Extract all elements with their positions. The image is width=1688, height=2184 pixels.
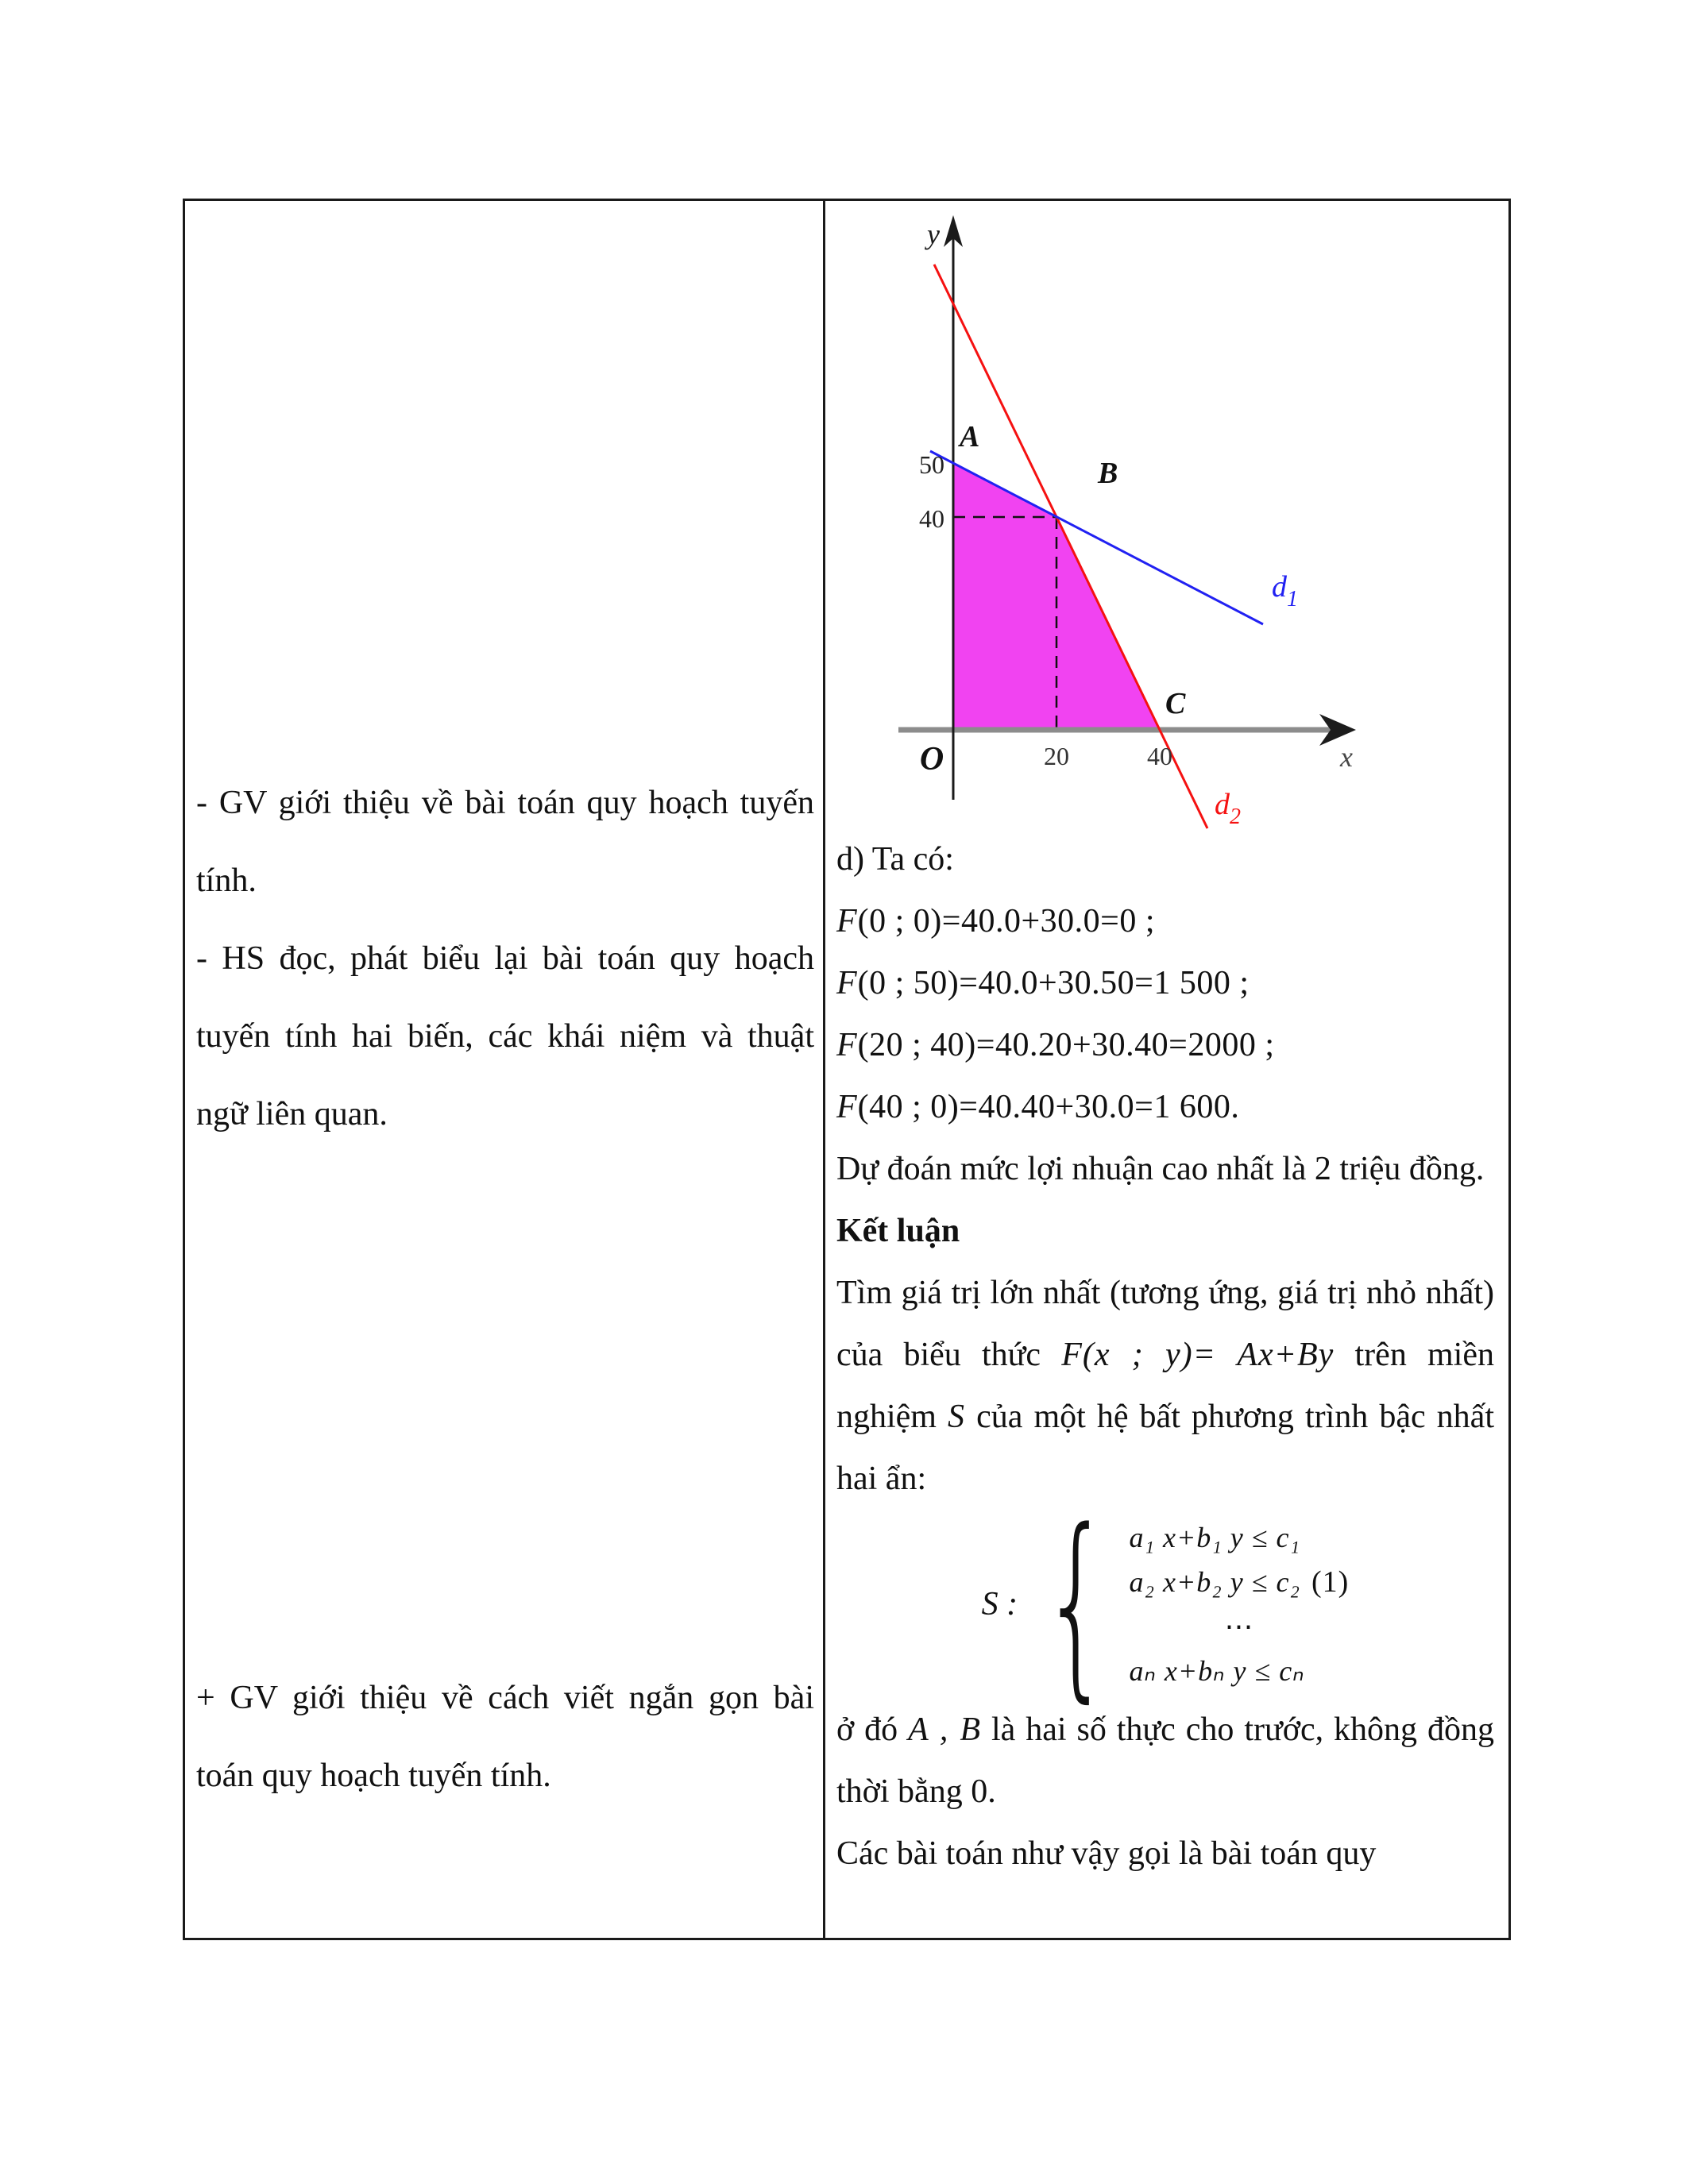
formula-3-body: (20 ; 40)=40.20+30.40=2000 ; xyxy=(857,1027,1275,1063)
conclusion-text-2: trên miền nghiệm xyxy=(836,1337,1494,1435)
line-d2-label-subscript: 2 xyxy=(1230,805,1241,829)
paragraph-gv-shorthand: + GV giới thiệu về cách viết ngắn gọn bài toán quy hoạch tuyến tính. xyxy=(196,1680,814,1794)
activity-block-1 xyxy=(196,764,814,1153)
formula-4-f: F xyxy=(836,1089,858,1125)
formula-line-1 xyxy=(836,890,1494,952)
line-d1-label-letter: d xyxy=(1272,570,1287,604)
conclusion-paragraph xyxy=(836,1262,1494,1510)
y-axis-label: y xyxy=(927,218,940,250)
formula-1-f: F xyxy=(836,903,858,940)
content-column xyxy=(825,201,1508,1938)
activity-block-2 xyxy=(196,1659,814,1815)
where-text-1: ở đó xyxy=(836,1711,909,1748)
formula-2-f: F xyxy=(836,965,858,1001)
formula-2-body: (0 ; 50)=40.0+30.50=1 500 ; xyxy=(857,965,1250,1001)
system-s-label: S : xyxy=(981,1586,1018,1623)
ytick-40-label: 40 xyxy=(919,504,944,533)
point-b-label: B xyxy=(1098,457,1118,490)
point-c-label: C xyxy=(1165,687,1186,720)
linear-programming-figure xyxy=(870,203,1394,834)
formula-line-2 xyxy=(836,952,1494,1014)
formula-1-body: (0 ; 0)=40.0+30.0=0 ; xyxy=(857,903,1156,940)
system-row-2-expr: a₂ x+b₂ y ≤ c₂ xyxy=(1129,1566,1301,1598)
point-a-label: A xyxy=(960,420,980,453)
closing-line: Các bài toán như vậy gọi là bài toán quy xyxy=(836,1835,1377,1872)
line-d1-label xyxy=(1272,570,1298,612)
conclusion-heading: Kết luận xyxy=(836,1213,960,1249)
line-d2-label-letter: d xyxy=(1215,788,1230,821)
system-brace: { xyxy=(1041,1488,1112,1720)
paragraph-gv-intro: - GV giới thiệu về bài toán quy hoạch tuyến tính. xyxy=(196,785,814,899)
lesson-plan-table xyxy=(183,199,1511,1940)
prediction-paragraph: Dự đoán mức lợi nhuận cao nhất là 2 triệu đồng. xyxy=(836,1151,1485,1187)
objective-function-formula: F(x ; y)= Ax+By xyxy=(1061,1337,1335,1373)
equation-number: (1) xyxy=(1311,1565,1350,1599)
intro-line: d) Ta có: xyxy=(836,841,954,878)
system-row-1: a₁ x+b₁ y ≤ c₁ xyxy=(1129,1522,1301,1553)
system-row-n: aₙ x+bₙ y ≤ cₙ xyxy=(1129,1655,1305,1687)
line-d2-label xyxy=(1215,788,1241,829)
formula-line-3 xyxy=(836,1014,1494,1076)
conclusion-text-3: của một hệ bất phương trình bậc nhất hai ẩn: xyxy=(836,1399,1494,1497)
formula-line-4 xyxy=(836,1076,1494,1138)
xtick-40-label: 40 xyxy=(1147,742,1172,770)
line-d1-label-subscript: 1 xyxy=(1287,587,1298,612)
x-axis-label: x xyxy=(1340,741,1353,773)
ytick-50-label: 50 xyxy=(919,450,944,479)
formula-3-f: F xyxy=(836,1027,858,1063)
region-symbol: S xyxy=(948,1399,966,1435)
where-text-2: là hai số thực cho trước, không đồng thời bằng 0. xyxy=(836,1711,1494,1810)
system-rows xyxy=(1129,1515,1349,1693)
inequality-system xyxy=(836,1488,1494,1720)
xtick-20-label: 20 xyxy=(1044,742,1069,770)
where-ab-symbols: A , B xyxy=(908,1711,982,1748)
where-paragraph xyxy=(836,1699,1494,1823)
paragraph-hs-read: - HS đọc, phát biểu lại bài toán quy hoạch tuyến tính hai biến, các khái niệm và thuật ngữ liên quan. xyxy=(196,940,814,1133)
activities-column xyxy=(185,201,823,1938)
formula-4-body: (40 ; 0)=40.40+30.0=1 600. xyxy=(857,1089,1240,1125)
system-row-2 xyxy=(1129,1560,1349,1604)
origin-label: O xyxy=(919,741,944,778)
solution-text xyxy=(836,828,1494,1885)
system-row-dots: ⋯ xyxy=(1224,1611,1254,1642)
conclusion-text-1: Tìm giá trị lớn nhất (tương ứng, giá trị nhỏ nhất) của biểu thức xyxy=(836,1275,1494,1373)
